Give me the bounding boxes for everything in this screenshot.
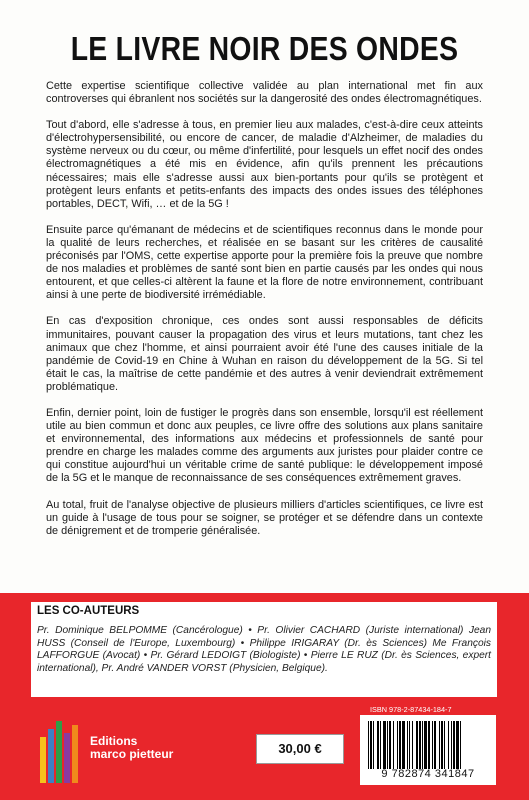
barcode-bars [368, 721, 490, 769]
blurb [46, 80, 483, 551]
barcode-bar [373, 721, 374, 769]
barcode-bar [434, 721, 436, 769]
book-title: LE LIVRE NOIR DES ONDES [70, 30, 459, 67]
barcode-bar [387, 721, 388, 769]
barcode-bar [409, 721, 410, 769]
barcode-bar [407, 721, 408, 769]
blurb-paragraph: En cas d'exposition chronique, ces ondes sont aussi responsables de déficits immunitaires, pouvant causer la propagation des virus et leurs mutations, tant chez les animaux que chez l'homme, et ainsi pourraient avoir été l'une des causes initiale de la pandémie de Covid-19 en Chine à Wuhan en raison du développement de la 5G. Si tel était le cas, la maîtrise de cette pandémie et des autres à venir deviendrait extrêmement problématique. [46, 315, 483, 393]
barcode-bar [368, 721, 369, 769]
barcode-bar [416, 721, 418, 769]
barcode-bar [389, 721, 391, 769]
barcode-bar [448, 721, 449, 769]
publisher-name: Editions marco pietteur [90, 734, 174, 761]
barcode-bar [412, 721, 413, 769]
price-tag: 30,00 € [256, 734, 344, 764]
barcode-bar [422, 721, 423, 769]
barcode-bar [453, 721, 455, 769]
barcode-bar [377, 721, 379, 769]
publisher-logo [40, 713, 190, 783]
barcode-bar [383, 721, 386, 769]
barcode-bar [393, 721, 394, 769]
barcode-bar [432, 721, 433, 769]
barcode-bar [441, 721, 443, 769]
barcode-bar [397, 721, 398, 769]
barcode-bar [439, 721, 440, 769]
barcode-digits: 9 782874 341847 [381, 768, 475, 780]
barcode [360, 715, 496, 785]
barcode-bar [456, 721, 459, 769]
barcode-bar [428, 721, 430, 769]
coauthors-heading: LES CO-AUTEURS [37, 605, 140, 617]
barcode-bar [444, 721, 445, 769]
blurb-paragraph: Ensuite parce qu'émanant de médecins et de scientifiques reconnus dans le monde pour la qualité de leurs recherches, et réalisée en se basant sur les critères de causalité préconisés par l'OMS, cette expertise apporte pour la première fois la preuve que nombre de nos maladies et problèmes de santé sont bien en partie causés par les ondes qui nous entourent, et que celles-ci altèrent la faune et la flore de notre environnement, contribuant ainsi à une perte de biodiversité irrémédiable. [46, 223, 483, 302]
barcode-bar [419, 721, 421, 769]
barcode-bar [451, 721, 452, 769]
barcode-bar [402, 721, 405, 769]
blurb-paragraph: Enfin, dernier point, loin de fustiger le progrès dans son ensemble, lorsqu'il est réellement utile au bien commun et donc aux peuples, ce livre offre des solutions aux plans sanitaire et environnemental, des informations aux médecins et professionnels de santé pour prendre en charge les malades comme des arguments aux juristes pour plaider contre ce qui constitue aujourd'hui un véritable crime de santé publique: le développement imposé de la 5G et le manque de reconnaissance de ses conséquences extrêmement graves. [46, 406, 483, 485]
blurb-paragraph: Au total, fruit de l'analyse objective de plusieurs milliers d'articles scientifiques, ce livre est un guide à l'usage de tous pour se soigner, se protéger et se défendre dans un contexte de dénigrement et de tromperie généralisée. [46, 498, 483, 537]
barcode-bar [399, 721, 401, 769]
barcode-bar [370, 721, 372, 769]
blurb-paragraph: Cette expertise scientifique collective validée au plan international met fin aux controverses qui ébranlent nos sociétés sur la dangerosité des ondes électromagnétiques. [46, 80, 483, 106]
barcode-bar [424, 721, 427, 769]
barcode-bar [460, 721, 461, 769]
coauthors-list: Pr. Dominique BELPOMME (Cancérologue) • Pr. Olivier CACHARD (Juriste international) Jean HUSS (Conseil de l'Europe, Luxembourg) • Philippe IRIGARAY (Dr. ès Sciences) Me François LAFFORGUE (Avocat) • Pr. Gérard LEDOIGT (Biologiste) • Pierre LE RUZ (Dr. ès Sciences, expert international), Pr. André VANDER VORST (Physicien, Belgique). [37, 625, 491, 674]
barcode-bar [380, 721, 381, 769]
isbn-label: ISBN 978-2-87434-184-7 [370, 705, 452, 714]
coauthors-box [31, 602, 497, 697]
blurb-paragraph: Tout d'abord, elle s'adresse à tous, en premier lieu aux malades, c'est-à-dire ceux atteints d'électrohypersensibilité, ou encore de cancer, de maladie d'Alzheimer, de maladies du système nerveux ou du cœur, ou même d'infertilité, pour lesquels un effet nocif des ondes électromagnétiques a été mis en évidence, afin qu'ils prennent les précautions nécessaires; mais elle s'adresse aussi aux bien-portants pour qu'ils se protègent et protègent leurs enfants et petits-enfants des impacts des ondes issues des téléphones portables, DECT, Wifi, … et de la 5G ! [46, 119, 483, 210]
